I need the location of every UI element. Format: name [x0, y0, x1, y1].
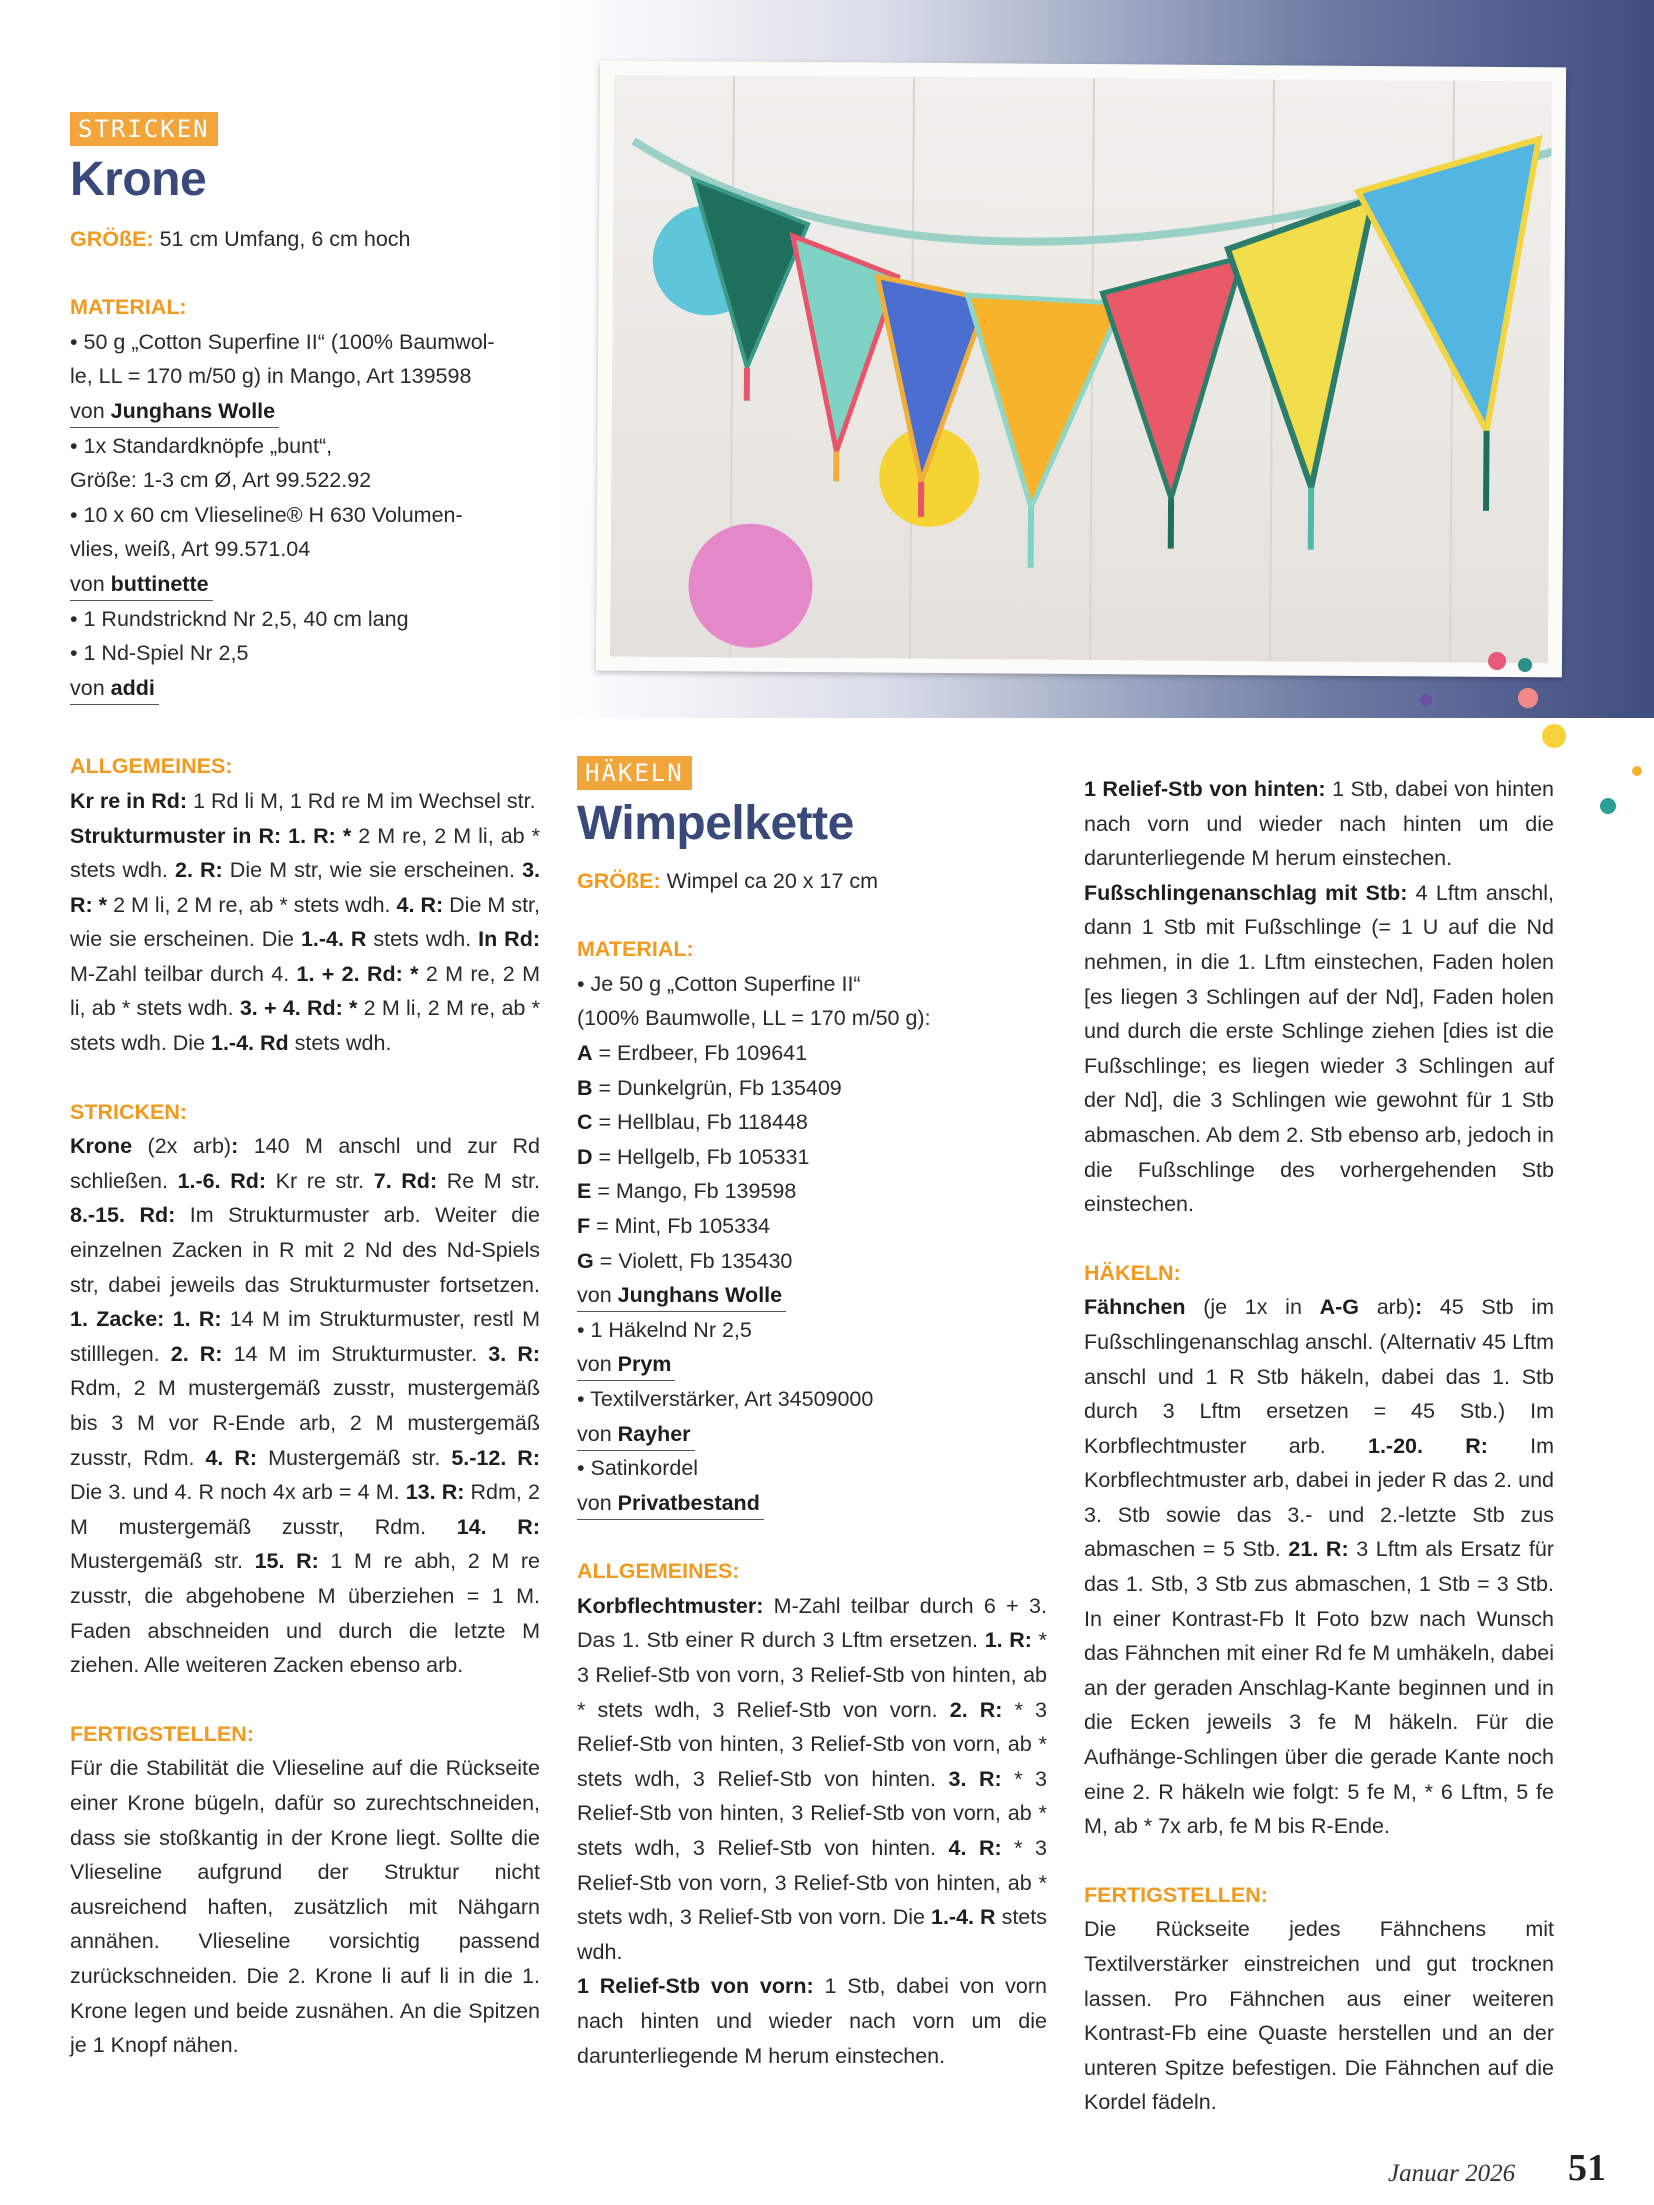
color-item: F = Mint, Fb 105334	[577, 1213, 771, 1238]
color-list	[577, 1036, 1047, 1278]
fertigstellen-text: Für die Stabilität die Vlieseline auf die Rückseite einer Krone bügeln, dafür so zurechtschneiden, dass sie stoßkantig in der Krone liegt. Sollte die Vlieseline aufgrund der Struktur nicht ausreichend haften, zusätzlich mit Nähgarn annähen. Vlieseline vorsichtig passend zurückschneiden. Die 2. Krone li auf li in die 1. Krone legen und beide zusnähen. An die Spitzen je 1 Knopf nähen.	[70, 1756, 540, 2058]
decor-dot	[1632, 766, 1642, 776]
material-heading: MATERIAL:	[577, 937, 694, 962]
color-item: C = Hellblau, Fb 118448	[577, 1110, 808, 1135]
decor-dot	[1420, 694, 1432, 706]
stricken-text: Krone (2x arb): 140 M anschl und zur Rd schließen. 1.-6. Rd: Kr re str. 7. Rd: Re M str. 8.-15. Rd: Im Strukturmuster arb. Weiter die einzelnen Zacken in R mit 2 Nd des Nd-Spiels str, dabei jeweils das Strukturmuster fortsetzen. 1. Zacke: 1. R: 14 M im Strukturmuster, restl M stilllegen. 2. R: 14 M im Strukturmuster. 3. R: Rdm, 2 M mustergemäß zusstr, mustergemäß bis 3 M vor R-Ende arb, 2 M mustergemäß zusstr, Rdm. 4. R: Mustergemäß str. 5.-12. R: Die 3. und 4. R noch 4x arb = 4 M. 13. R: Rdm, 2 M mustergemäß zusstr, Rdm. 14. R: Mustergemäß str. 15. R: 1 M re abh, 2 M re zusstr, die abgehobene M überziehen = 1 M. Faden abschneiden und durch die letzte M ziehen. Alle weiteren Zacken ebenso arb.	[70, 1134, 541, 1678]
strukturmuster-text: Strukturmuster in R: 1. R: * 2 M re, 2 M li, ab * stets wdh. 2. R: Die M str, wie sie erscheinen. 3. R: * 2 M li, 2 M re, ab * stets wdh. 4. R: Die M str, wie sie erscheinen. Die 1.-4. R stets wdh. In Rd: M-Zahl teilbar durch 4. 1. + 2. Rd: * 2 M re, 2 M li, ab * stets wdh. 3. + 4. Rd: * 2 M li, 2 M re, ab * stets wdh. Die 1.-4. Rd stets wdh.	[70, 823, 541, 1056]
category-tag: STRICKEN	[70, 112, 218, 146]
photo-frame	[596, 61, 1566, 678]
color-item: G = Violett, Fb 135430	[577, 1248, 793, 1273]
stricken-heading: STRICKEN:	[70, 1099, 188, 1124]
decor-dot	[1518, 658, 1532, 672]
supplier-line: von buttinette	[70, 567, 540, 602]
material-item: (100% Baumwolle, LL = 170 m/50 g):	[577, 1006, 931, 1031]
color-item: B = Dunkelgrün, Fb 135409	[577, 1075, 842, 1100]
haekeln-heading: HÄKELN:	[1084, 1260, 1181, 1285]
wimpelkette-continued	[1084, 772, 1554, 2120]
bunting-photo	[610, 75, 1552, 664]
material-item: • Satinkordel	[577, 1456, 699, 1481]
supplier-line: von Junghans Wolle	[70, 394, 540, 429]
size-line: GRÖßE: Wimpel ca 20 x 17 cm	[577, 868, 879, 893]
issue-date: Januar 2026	[1388, 2160, 1516, 2187]
material-item: • 1 Nd-Spiel Nr 2,5	[70, 641, 249, 666]
fertigstellen-text: Die Rückseite jedes Fähnchens mit Textilverstärker einstreichen und gut trocknen lassen. Pro Fähnchen aus einer weiteren Kontrast-Fb eine Quaste herstellen und an der unteren Spitze befestigen. Die Fähnchen auf die Kordel fädeln.	[1084, 1917, 1554, 2115]
supplier-line: von Prym	[577, 1347, 1047, 1382]
supplier-line: von Junghans Wolle	[577, 1278, 1047, 1313]
decor-dot	[1488, 652, 1506, 670]
krone-section	[70, 112, 540, 2063]
supplier-line: von Privatbestand	[577, 1486, 1047, 1521]
material-heading: MATERIAL:	[70, 295, 187, 320]
material-item: • 1x Standardknöpfe „bunt“,	[70, 433, 333, 458]
relief-hinten-text: 1 Relief-Stb von hinten: 1 Stb, dabei von hinten nach vorn und wieder nach hinten um die darunterliegende M herum einstechen.	[1084, 777, 1555, 871]
category-tag: HÄKELN	[577, 756, 692, 790]
decor-dot	[1518, 688, 1538, 708]
material-item: • 10 x 60 cm Vlieseline® H 630 Volumen-	[70, 502, 463, 527]
fussschlingen-text: Fußschlingenanschlag mit Stb: 4 Lftm anschl, dann 1 Stb mit Fußschlinge (= 1 U auf die Nd nehmen, in die 1. Lftm einstechen, Faden holen [es liegen 3 Schlingen auf der Nd], Faden holen und durch die erste Schlinge ziehen [dies ist die Fußschlinge; es liegen wieder 3 Schlingen auf der Nd], die 3 Schlingen wie gewohnt für 1 Stb abmaschen. Ab dem 2. Stb ebenso arb, jedoch in die Fußschlinge des vorhergehenden Stb einstechen.	[1084, 880, 1554, 1217]
balloon-pink	[688, 523, 813, 648]
material-item: • 1 Rundstricknd Nr 2,5, 40 cm lang	[70, 606, 409, 631]
size-line: GRÖßE: 51 cm Umfang, 6 cm hoch	[70, 226, 411, 251]
material-item: • Textilverstärker, Art 34509000	[577, 1386, 874, 1411]
page-title: Krone	[70, 152, 207, 206]
section-title: Wimpelkette	[577, 796, 854, 850]
color-item: E = Mango, Fb 139598	[577, 1179, 797, 1204]
wimpelkette-section	[577, 756, 1047, 2073]
allgemeines-heading: ALLGEMEINES:	[577, 1559, 740, 1584]
material-item: vlies, weiß, Art 99.571.04	[70, 537, 311, 562]
page-number: 51	[1568, 2147, 1606, 2189]
bunting-illustration	[610, 75, 1552, 664]
relief-vorn-text: 1 Relief-Stb von vorn: 1 Stb, dabei von vorn nach hinten und wieder nach vorn um die darunterliegende M herum einstechen.	[577, 1974, 1047, 2068]
decor-dot	[1542, 724, 1566, 748]
material-item: • 50 g „Cotton Superfine II“ (100% Baumwol-	[70, 329, 495, 354]
korbflechtmuster-text: Korbflechtmuster: M-Zahl teilbar durch 6 + 3. Das 1. Stb einer R durch 3 Lftm ersetzen. 1. R: * 3 Relief-Stb von vorn, 3 Relief-Stb von hinten, ab * stets wdh, 3 Relief-Stb von vorn. 2. R: * 3 Relief-Stb von hinten, 3 Relief-Stb von vorn, ab * stets wdh, 3 Relief-Stb von hinten. 3. R: * 3 Relief-Stb von hinten, 3 Relief-Stb von vorn, ab * stets wdh, 3 Relief-Stb von hinten. 4. R: * 3 Relief-Stb von vorn, 3 Relief-Stb von hinten, ab * stets wdh, 3 Relief-Stb von vorn. Die 1.-4. R stets wdh.	[577, 1593, 1047, 1964]
material-item: • 1 Häkelnd Nr 2,5	[577, 1317, 752, 1342]
haekeln-text: Fähnchen (je 1x in A-G arb): 45 Stb im Fußschlingenanschlag anschl. (Alternativ 45 Lftm anschl und 1 R Stb häkeln, dabei das 1. Stb durch 3 Lftm ersetzen = 45 Stb.) Im Korbflechtmuster arb. 1.-20. R: Im Korbflechtmuster arb, dabei in jeder R das 2. und 3. Stb sowie das 3.- und 2.-letzte Stb zus abmaschen = 5 Stb. 21. R: 3 Lftm als Ersatz für das 1. Stb, 3 Stb zus abmaschen, 1 Stb = 3 Stb. In einer Kontrast-Fb lt Foto bzw nach Wunsch das Fähnchen mit einer Rd fe M umhäkeln, dabei an der geraden Anschlag-Kante beginnen und in die Ecken jeweils 3 fe M häkeln. Für die Aufhänge-Schlingen über die gerade Kante noch eine 2. R häkeln wie folgt: 5 fe M, * 6 Lftm, 5 fe M, ab * 7x arb, fe M bis R-Ende.	[1084, 1295, 1555, 1839]
color-item: D = Hellgelb, Fb 105331	[577, 1144, 810, 1169]
decor-dot	[1600, 798, 1616, 814]
supplier-line: von Rayher	[577, 1417, 1047, 1452]
allgemeines-text: Kr re in Rd: 1 Rd li M, 1 Rd re M im Wechsel str.	[70, 788, 536, 813]
allgemeines-heading: ALLGEMEINES:	[70, 754, 233, 779]
supplier-line: von addi	[70, 671, 540, 706]
color-item: A = Erdbeer, Fb 109641	[577, 1040, 808, 1065]
material-item: • Je 50 g „Cotton Superfine II“	[577, 971, 861, 996]
material-item: le, LL = 170 m/50 g) in Mango, Art 139598	[70, 364, 472, 389]
fertigstellen-heading: FERTIGSTELLEN:	[70, 1721, 254, 1746]
fertigstellen-heading: FERTIGSTELLEN:	[1084, 1882, 1268, 1907]
material-item: Größe: 1-3 cm Ø, Art 99.522.92	[70, 468, 372, 493]
